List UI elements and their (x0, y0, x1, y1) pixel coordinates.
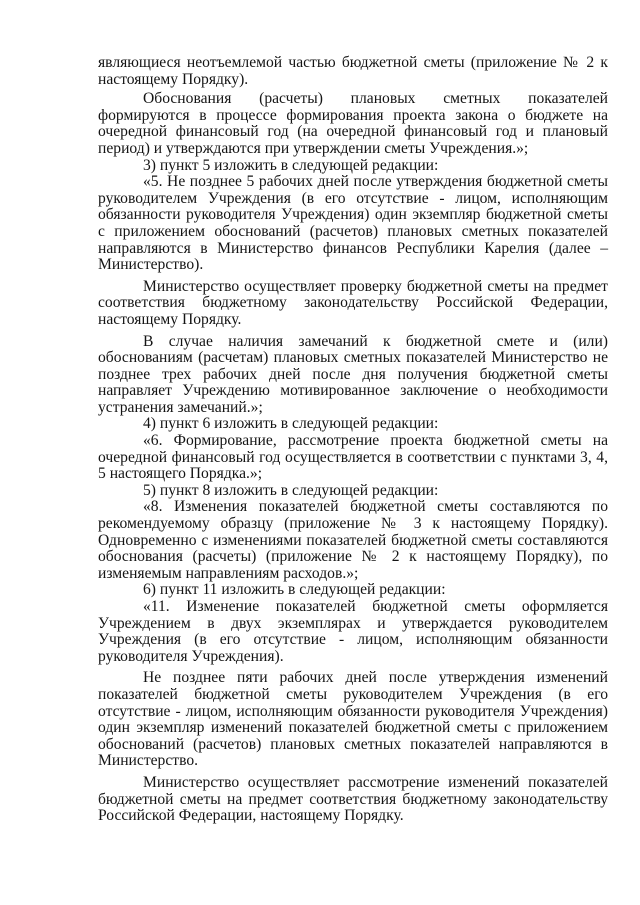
document-body (98, 55, 608, 825)
paragraph-clause-8: «8. Изменения показателей бюджетной сметы составляются по рекомендуемому образцу (приложение № 3 к настоящему Порядку). Одновременно с изменениями показателей бюджетной сметы составляются обоснования (расчеты) (приложение № 2 к настоящему Порядку), по изменяемым направлениям расходов.»; (98, 498, 608, 582)
paragraph-clause-6: «6. Формирование, рассмотрение проекта бюджетной сметы на очередной финансовый год осуществляется в соответствии с пунктами 3, 4, 5 настоящего Порядка.»; (98, 432, 608, 483)
paragraph-changes-deadline: Не позднее пяти рабочих дней после утверждения изменений показателей бюджетной сметы руководителем Учреждения (в его отсутствие - лицом, исполняющим обязанности руководителя Учреждения) один экземпляр изменений показателей бюджетной сметы с приложением обоснований (расчетов) плановых сметных показателей направляются в Министерство. (98, 669, 608, 770)
paragraph-item-3-intro: 3) пункт 5 изложить в следующей редакции: (143, 156, 439, 174)
paragraph-clause-5: «5. Не позднее 5 рабочих дней после утверждения бюджетной сметы руководителем Учреждения (в его отсутствие - лицом, исполняющим обязанности руководителя Учреждения) один экземпляр бюджетной сметы с приложением обоснований (расчетов) плановых сметных показателей направляются в Министерство финансов Республики Карелия (далее – Министерство). (98, 173, 608, 274)
paragraph-justifications: Обоснования (расчеты) плановых сметных показателей формируются в процессе формирования проекта закона о бюджете на очередной финансовый год (на очередной финансовый год и плановый период) и утверждаются при утверждении сметы Учреждения.»; (98, 90, 608, 157)
paragraph-clause-11: «11. Изменение показателей бюджетной сметы оформляется Учреждением в двух экземплярах и утверждается руководителем Учреждения (в его отсутствие - лицом, исполняющим обязанности руководителя Учреждения). (98, 598, 608, 665)
paragraph-changes-review: Министерство осуществляет рассмотрение изменений показателей бюджетной сметы на предмет соответствия бюджетному законодательству Российской Федерации, настоящему Порядку. (98, 773, 608, 825)
paragraph-remarks: В случае наличия замечаний к бюджетной смете и (или) обоснованиям (расчетам) плановых сметных показателей Министерство не позднее трех рабочих дней после дня получения бюджетной сметы направляет Учреждению мотивированное заключение о необходимости устранения замечаний.»; (98, 332, 608, 416)
paragraph-item-6-intro: 6) пункт 11 изложить в следующей редакции: (143, 581, 446, 599)
paragraph-ministry-check: Министерство осуществляет проверку бюджетной сметы на предмет соответствия бюджетному законодательству Российской Федерации, настоящему Порядку. (98, 277, 608, 328)
paragraph-continuation: являющиеся неотъемлемой частью бюджетной сметы (приложение № 2 к настоящему Порядку). (98, 54, 608, 88)
paragraph-item-5-intro: 5) пункт 8 изложить в следующей редакции: (143, 481, 439, 499)
paragraph-item-4-intro: 4) пункт 6 изложить в следующей редакции: (143, 415, 439, 433)
